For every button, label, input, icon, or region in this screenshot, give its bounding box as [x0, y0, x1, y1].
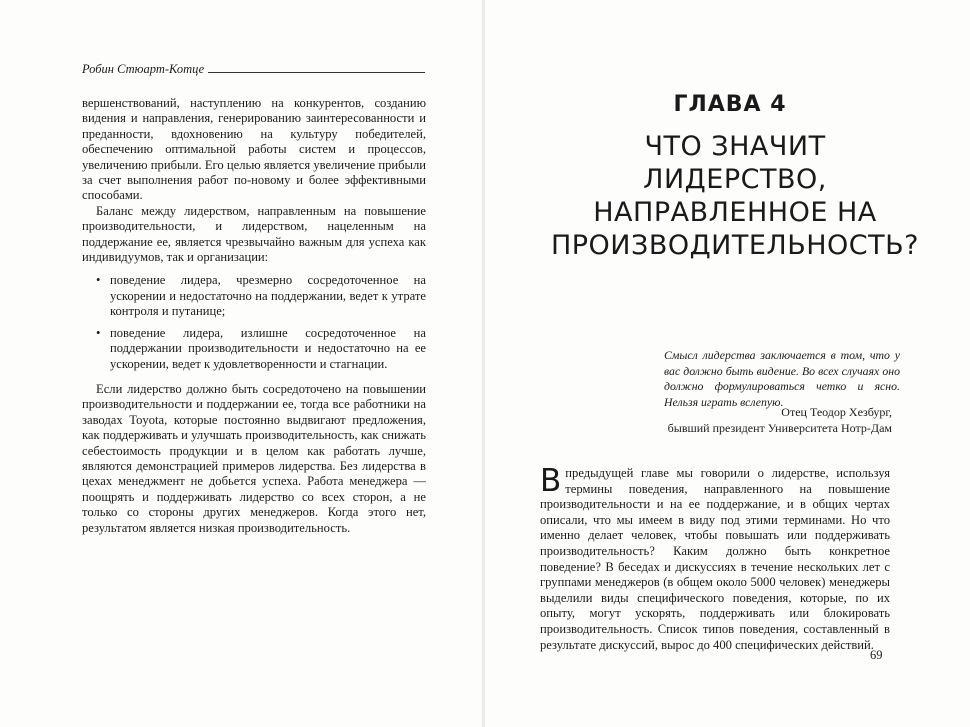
list-item	[82, 326, 426, 372]
list-item-text: поведение лидера, чрезмерно сосредоточенное на ускорении и недостаточно на поддержании, ведет к утрате контроля и путанице;	[110, 273, 426, 319]
chapter-body-text: предыдущей главе мы говорили о лидерстве, используя термины поведения, направленного на повышение производительности и на ее поддержание, и в общих чертах описали, что мы имеем в виду под этими терминами. Но что именно делает человек, чтобы повышать или поддерживать производительность? Каким должно быть конкретное поведение? В беседах и дискуссиях в течение нескольких лет с группами менеджеров (в общем около 5000 человек) менеджеры выделили виды специфического поведения, которые, по их опыту, могут ускорять, поддерживать или блокировать производительность. Список типов поведения, составленный в результате дискуссий, вырос до 400 специфических действий.	[540, 466, 890, 652]
list-item	[82, 273, 426, 319]
paragraph-continued: вершенствований, наступлению на конкурентов, созданию видения и направления, генерированию заинтересованности и преданности, вдохновению на культуру победителей, обеспечению оптимальной работы систем и процессов, увеличению прибыли. Его целью является увеличение прибыли за счет выполнения работ по-новому и более эффективными способами.	[82, 96, 426, 203]
bullet-list	[82, 273, 426, 371]
left-page-text	[82, 96, 426, 536]
paragraph-toyota: Если лидерство должно быть сосредоточено на повышении производительности и поддержании ее, тогда все работники на заводах Toyota, которые постоянно выдвигают предложения, как поддерживать и улучшать производительность, как снижать себестоимость продукции и в целом как работать лучше, являются демонстрацией примеров лидерства. Без лидерства в цехах менеджмент не добьется успеха. Работа менеджера — поощрять и поддерживать лидерство со всех сторон, а не только со стороны других менеджеров. Когда этого нет, результатом является низкая производительность.	[82, 381, 426, 535]
chapter-title	[535, 130, 935, 262]
running-header-author: Робин Стюарт-Котце	[82, 62, 208, 77]
epigraph-author: Отец Теодор Хезбург,	[781, 405, 892, 419]
epigraph-author-title: бывший президент Университета Нотр-Дам	[667, 421, 892, 435]
list-item-text: поведение лидера, излишне сосредоточенное на поддержании производительности и недостаточно на ее ускорении, ведет к удовлетворенности и стагнации.	[110, 325, 426, 371]
bullet-icon: •	[96, 273, 101, 288]
epigraph-attribution	[600, 404, 892, 436]
chapter-title-line: ПРОИЗВОДИТЕЛЬНОСТЬ?	[550, 230, 920, 261]
book-gutter	[482, 0, 485, 727]
paragraph-balance: Баланс между лидерством, направленным на повышение производительности, и лидерством, нацеленным на поддержание ее, является чрезвычайно важным для успеха как индивидуумов, так и организации:	[82, 203, 426, 265]
chapter-title-line: ЧТО ЗНАЧИТ	[644, 131, 826, 162]
chapter-title-line: НАПРАВЛЕННОЕ НА	[593, 197, 877, 228]
chapter-label: ГЛАВА 4	[673, 92, 787, 117]
chapter-body	[540, 463, 890, 653]
running-header	[82, 62, 425, 78]
drop-cap: В	[540, 463, 562, 499]
bullet-icon: •	[96, 325, 101, 340]
chapter-title-line: ЛИДЕРСТВО,	[643, 164, 827, 195]
page-number: 69	[870, 648, 883, 662]
epigraph: Смысл лидерства заключается в том, что у вас должно быть видение. Во всех случаях оно должно формулироваться четко и ясно. Нельзя играть вслепую.	[664, 348, 900, 409]
